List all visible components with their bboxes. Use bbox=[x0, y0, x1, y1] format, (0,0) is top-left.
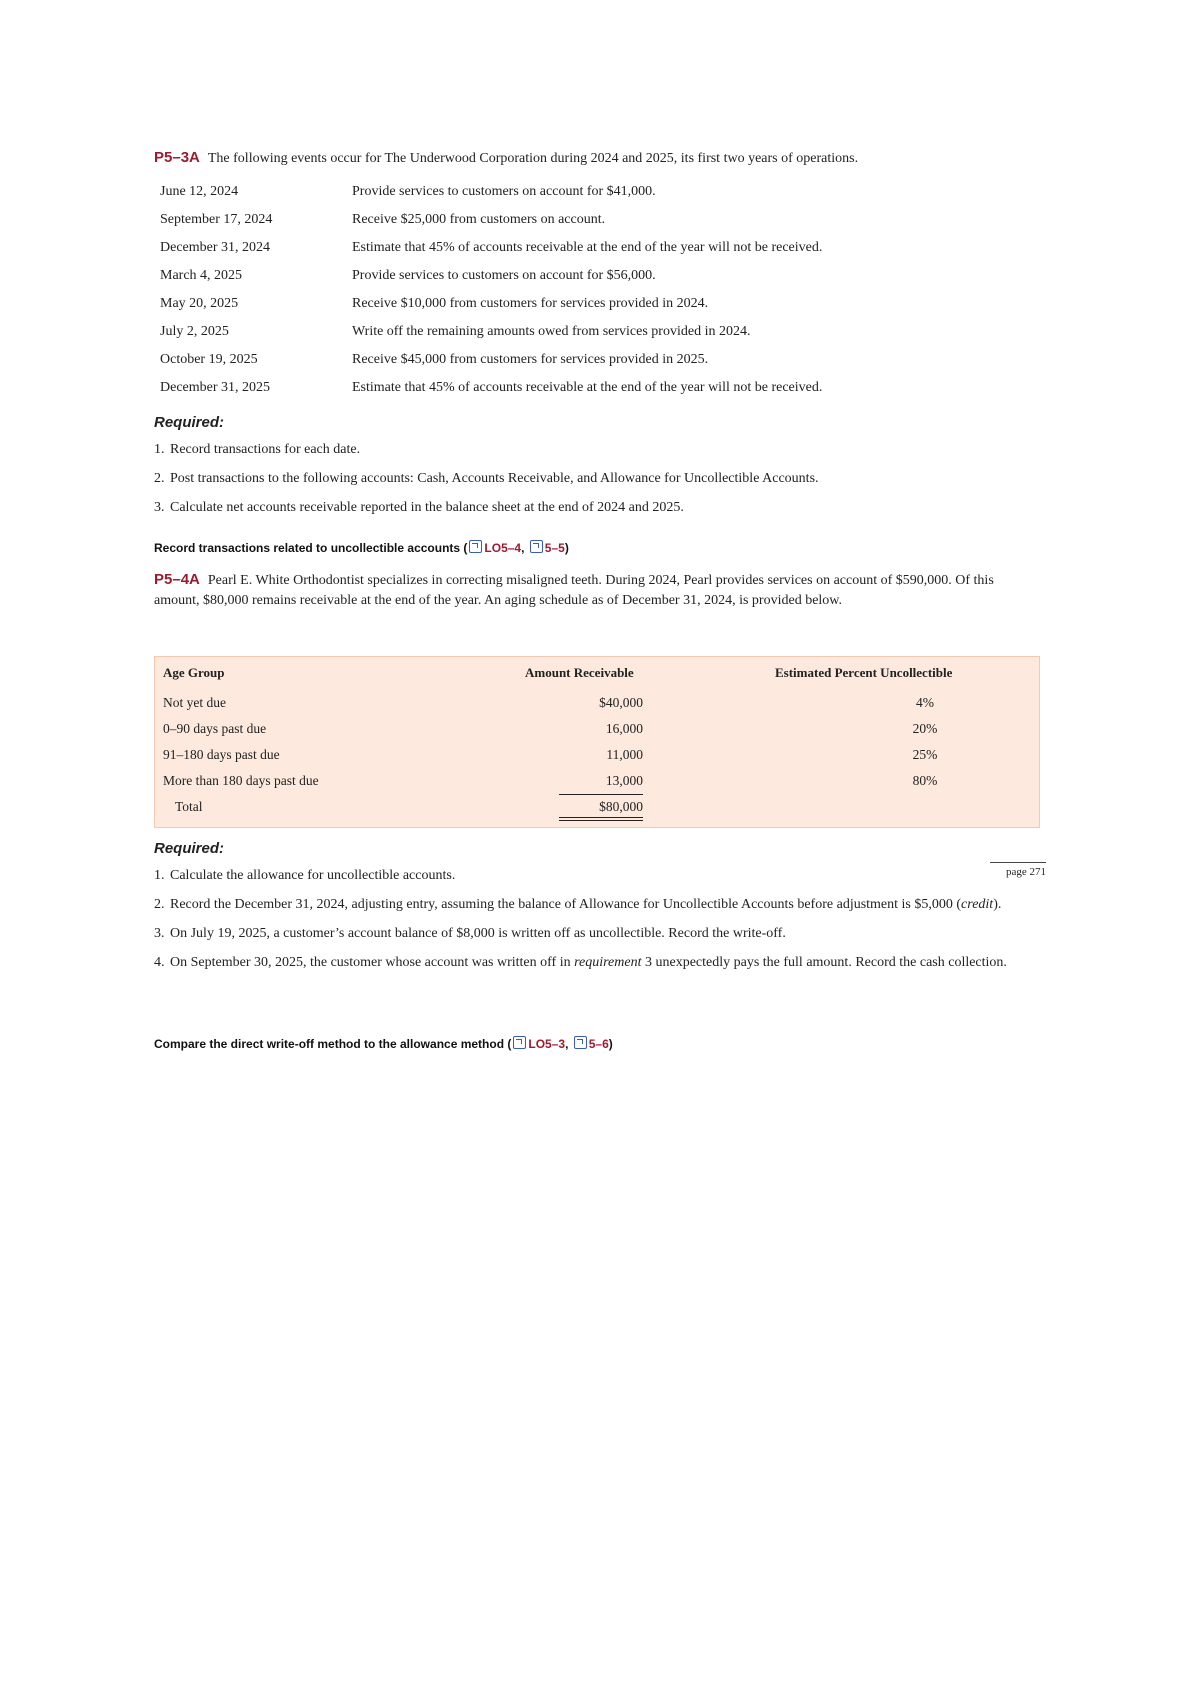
requirement-item bbox=[154, 866, 1024, 886]
requirement-item bbox=[154, 498, 1034, 518]
amount-cell: 11,000 bbox=[606, 747, 643, 762]
table-row bbox=[155, 773, 1039, 799]
age-group-cell: More than 180 days past due bbox=[163, 773, 319, 788]
requirement-item bbox=[154, 895, 1024, 915]
learning-objective-link-icon[interactable] bbox=[469, 540, 482, 553]
problem-number: P5–3A bbox=[154, 149, 200, 166]
separator: , bbox=[565, 1037, 572, 1051]
event-row bbox=[160, 322, 1020, 350]
event-description: Estimate that 45% of accounts receivable at the end of the year will not be received. bbox=[352, 240, 823, 255]
event-row bbox=[160, 238, 1020, 266]
total-amount: $80,000 bbox=[599, 799, 643, 814]
event-date: July 2, 2025 bbox=[160, 324, 229, 339]
table-row bbox=[155, 747, 1039, 773]
age-group-cell: Not yet due bbox=[163, 695, 226, 710]
problem-intro-text: The following events occur for The Underwood Corporation during 2024 and 2025, its first two years of operations. bbox=[207, 151, 859, 166]
total-label: Total bbox=[175, 799, 203, 814]
table-row bbox=[155, 721, 1039, 747]
event-row bbox=[160, 378, 1020, 406]
event-description: Estimate that 45% of accounts receivable at the end of the year will not be received. bbox=[352, 380, 823, 395]
requirement-text: Calculate net accounts receivable reported in the balance sheet at the end of 2024 and 2025. bbox=[170, 500, 684, 515]
events-list bbox=[160, 182, 1020, 406]
column-header-amount: Amount Receivable bbox=[525, 665, 634, 680]
requirement-emphasis: credit bbox=[961, 897, 994, 912]
section-title: Record transactions related to uncollectible accounts bbox=[154, 541, 461, 555]
event-date: March 4, 2025 bbox=[160, 268, 243, 283]
requirement-item bbox=[154, 953, 1024, 973]
problem-intro-text: Pearl E. White Orthodontist specializes in correcting misaligned teeth. During 2024, Pearl provides services on account of $590,000. Of this amount, $80,000 remains receivable at the end of the year. An aging schedule as of December 31, 2024, is provided below. bbox=[154, 573, 994, 608]
requirement-text: Post transactions to the following accounts: Cash, Accounts Receivable, and Allowance for Uncollectible Accounts. bbox=[170, 471, 819, 486]
requirement-text: On July 19, 2025, a customer’s account balance of $8,000 is written off as uncollectible. Record the write-off. bbox=[170, 926, 786, 941]
amount-cell: $40,000 bbox=[599, 695, 643, 710]
age-group-cell: 91–180 days past due bbox=[163, 747, 280, 762]
requirement-text: On September 30, 2025, the customer whose account was written off in bbox=[170, 955, 575, 970]
requirement-text: Calculate the allowance for uncollectible accounts. bbox=[170, 868, 456, 883]
exercise-link-icon[interactable] bbox=[574, 1036, 587, 1049]
exercise-link-icon[interactable] bbox=[530, 540, 543, 553]
percent-cell: 80% bbox=[912, 773, 938, 788]
event-description: Provide services to customers on account for $56,000. bbox=[352, 268, 656, 283]
event-date: September 17, 2024 bbox=[160, 212, 273, 227]
event-description: Receive $25,000 from customers on account. bbox=[352, 212, 606, 227]
age-group-cell: 0–90 days past due bbox=[163, 721, 267, 736]
event-row bbox=[160, 350, 1020, 378]
requirement-number: 3. bbox=[154, 926, 165, 941]
event-description: Write off the remaining amounts owed from services provided in 2024. bbox=[352, 324, 751, 339]
requirement-number: 1. bbox=[154, 442, 165, 457]
percent-cell: 4% bbox=[916, 695, 934, 710]
page-number: page 271 bbox=[990, 862, 1046, 878]
requirement-text: Record the December 31, 2024, adjusting entry, assuming the balance of Allowance for Uncollectible Accounts before adjustment is $5,000 ( bbox=[170, 897, 962, 912]
subtotal-rule bbox=[559, 794, 643, 795]
separator: , bbox=[521, 541, 528, 555]
paren-open: ( bbox=[504, 1037, 512, 1051]
event-description: Provide services to customers on account for $41,000. bbox=[352, 184, 656, 199]
learning-objective-link[interactable]: LO5–3 bbox=[528, 1037, 566, 1051]
exercise-link[interactable]: 5–6 bbox=[588, 1037, 609, 1051]
requirement-item bbox=[154, 440, 1034, 460]
section-title: Compare the direct write-off method to the allowance method bbox=[154, 1037, 505, 1051]
requirement-number: 4. bbox=[154, 955, 165, 970]
requirements-list bbox=[154, 866, 1024, 982]
event-description: Receive $45,000 from customers for services provided in 2025. bbox=[352, 352, 709, 367]
learning-objective-link-icon[interactable] bbox=[513, 1036, 526, 1049]
column-header-percent: Estimated Percent Uncollectible bbox=[775, 665, 953, 680]
event-date: May 20, 2025 bbox=[160, 296, 239, 311]
requirements-list bbox=[154, 440, 1034, 527]
requirement-number: 3. bbox=[154, 500, 165, 515]
percent-cell: 20% bbox=[912, 721, 938, 736]
requirement-emphasis: requirement bbox=[574, 955, 642, 970]
exercise-link[interactable]: 5–5 bbox=[544, 541, 565, 555]
requirement-text: Record transactions for each date. bbox=[170, 442, 361, 457]
table-row bbox=[155, 695, 1039, 721]
problem-number: P5–4A bbox=[154, 571, 200, 588]
percent-cell: 25% bbox=[912, 747, 938, 762]
event-date: June 12, 2024 bbox=[160, 184, 239, 199]
amount-cell: 16,000 bbox=[605, 721, 643, 736]
paren-close: ) bbox=[608, 1037, 613, 1051]
total-row bbox=[155, 799, 1039, 825]
event-row bbox=[160, 210, 1020, 238]
section-heading bbox=[154, 540, 569, 555]
section-heading bbox=[154, 1036, 613, 1051]
requirement-number: 1. bbox=[154, 868, 165, 883]
requirement-text-end: ). bbox=[993, 897, 1002, 912]
event-row bbox=[160, 266, 1020, 294]
problem-p5-4a-intro bbox=[154, 570, 1024, 611]
problem-p5-3a-intro bbox=[154, 148, 1024, 169]
event-row bbox=[160, 182, 1020, 210]
requirement-item bbox=[154, 469, 1034, 489]
event-description: Receive $10,000 from customers for services provided in 2024. bbox=[352, 296, 709, 311]
aging-schedule-table bbox=[154, 656, 1040, 828]
event-date: December 31, 2025 bbox=[160, 380, 271, 395]
learning-objective-link[interactable]: LO5–4 bbox=[484, 541, 522, 555]
total-double-rule bbox=[559, 817, 643, 821]
amount-cell: 13,000 bbox=[605, 773, 643, 788]
event-date: December 31, 2024 bbox=[160, 240, 271, 255]
requirement-number: 2. bbox=[154, 897, 165, 912]
requirement-number: 2. bbox=[154, 471, 165, 486]
event-row bbox=[160, 294, 1020, 322]
required-heading: Required: bbox=[154, 414, 225, 431]
requirement-text-end: 3 unexpectedly pays the full amount. Record the cash collection. bbox=[641, 955, 1007, 970]
paren-close: ) bbox=[564, 541, 569, 555]
event-date: October 19, 2025 bbox=[160, 352, 258, 367]
required-heading: Required: bbox=[154, 840, 225, 857]
column-header-age-group: Age Group bbox=[163, 665, 225, 680]
requirement-item bbox=[154, 924, 1024, 944]
paren-open: ( bbox=[460, 541, 468, 555]
